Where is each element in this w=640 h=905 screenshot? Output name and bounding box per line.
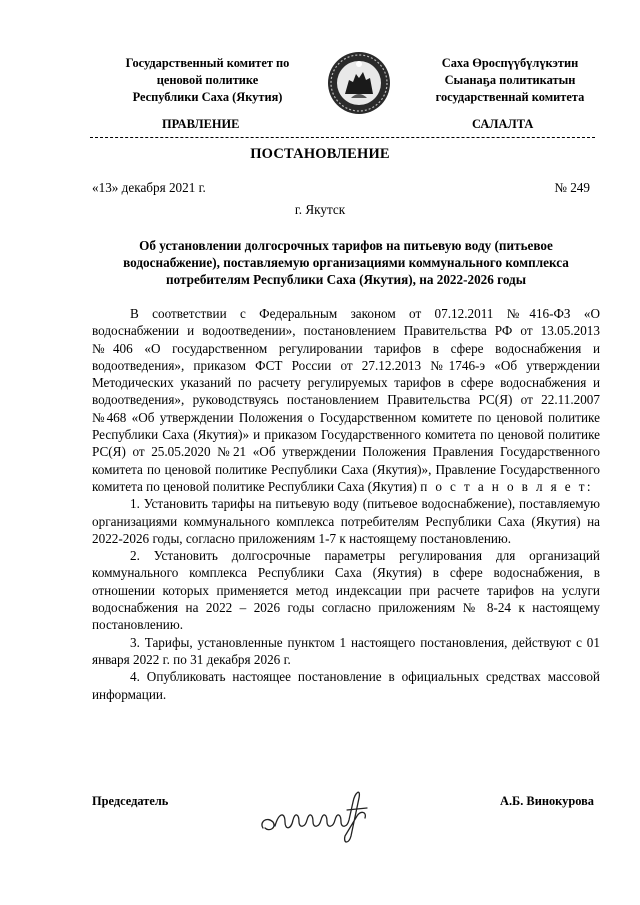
signatory-name: А.Б. Винокурова xyxy=(500,794,594,808)
numbered-item: 1. Установить тарифы на питьевую воду (питьевое водоснабжение), поставляемую организациями коммунального комплекса потребителям Республики Саха (Якутия) на 2022-2026 годы, согласно приложениям 1-7 к настоящему постановлению. xyxy=(92,496,600,546)
numbered-item: 4. Опубликовать настоящее постановление в официальных средствах массовой информации. xyxy=(92,669,600,702)
preamble-text: В соответствии с Федеральным законом от 07.12.2011 №416-ФЗ «О водоснабжении и водоотведении», постановлением Правительства РФ от 13.05.2013 №406 «О государственном регулировании тарифов в сфере водоснабжения и водоотведения», приказом ФСТ России от 27.12.2013 №1746-э «Об утверждении Методических указаний по расчету регулируемых тарифов в сфере водоснабжения и водоотведения», руководствуясь постановлением Правительства РС(Я) от 22.11.2007 №468 «Об утверждении Положения о Государственном комитете по ценовой политике Республики Саха (Якутия)» и приказом Государственного комитета по ценовой политике РС(Я) от 25.05.2020 №21 «Об утверждении Положения Правления Государственного комитета по ценовой политике Республики Саха (Якутия)», Правление Государственного комитета по ценовой политике Республики Саха (Якутия) xyxy=(92,306,600,494)
resolves-text: п о с т а н о в л я е т: xyxy=(420,478,593,494)
issuer-line: Государственный комитет по xyxy=(125,56,290,70)
department-yakut: САЛАЛТА xyxy=(472,117,534,131)
issuer-line: Саха Өроспүүбүлүкэтин xyxy=(441,56,579,70)
document-type-title: ПОСТАНОВЛЕНИЕ xyxy=(250,146,390,162)
coat-of-arms-icon xyxy=(323,50,395,116)
issuer-line: ценовой политике xyxy=(156,73,259,87)
document-date: «13» декабря 2021 г. xyxy=(92,180,206,195)
numbered-item: 2. Установить долгосрочные параметры регулирования для организаций коммунального комплекса Республики Саха (Якутия) в сфере водоснабжения, в отношении которых применяется метод индексации при расчете тарифов на услуги водоснабжения на 2022 – 2026 годы согласно приложениям № 8-24 к настоящему постановлению. xyxy=(92,548,600,633)
header-divider xyxy=(90,137,595,138)
issuer-name-russian xyxy=(100,55,315,106)
document-body xyxy=(92,305,600,703)
issuer-line: Сыанаҕа политикатын xyxy=(444,73,576,87)
handwritten-signature xyxy=(255,782,380,852)
issuer-name-yakut xyxy=(400,55,620,106)
signatory-title: Председатель xyxy=(92,794,169,808)
numbered-item: 3. Тарифы, установленные пунктом 1 настоящего постановления, действуют с 01 января 2022 г. по 31 декабря 2026 г. xyxy=(92,634,600,667)
issuer-line: Республики Саха (Якутия) xyxy=(132,90,283,104)
document-subject: Об установлении долгосрочных тарифов на питьевую воду (питьевое водоснабжение), поставляемую организациями коммунального комплекса потребителям Республики Саха (Якутия), на 2022-2026 годы xyxy=(123,238,569,287)
document-number: № 249 xyxy=(554,180,590,195)
document-city: г. Якутск xyxy=(294,202,346,217)
issuer-line: государственнай комитета xyxy=(435,90,585,104)
preamble-paragraph xyxy=(92,305,600,495)
department-russian: ПРАВЛЕНИЕ xyxy=(162,117,240,131)
